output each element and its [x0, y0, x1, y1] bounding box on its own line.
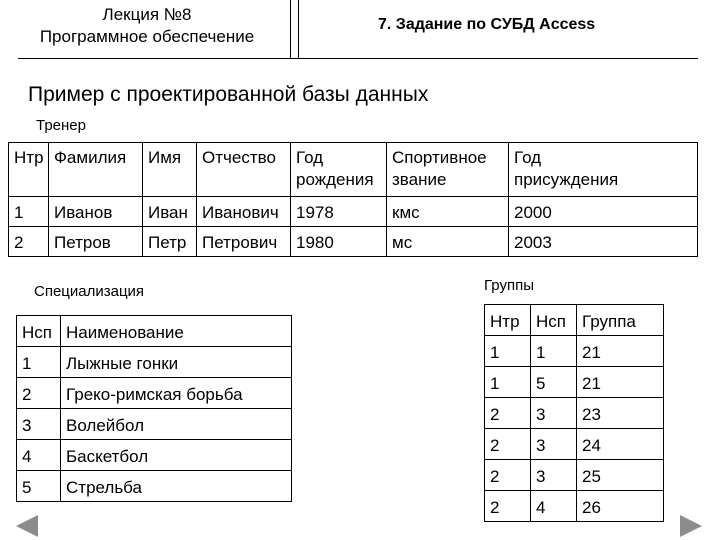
lecture-header — [18, 4, 276, 48]
table-cell: 1980 — [291, 227, 387, 257]
table-cell: Волейбол — [61, 409, 292, 440]
specialization-table-caption: Специализация — [34, 283, 145, 300]
table-cell: Баскетбол — [61, 440, 292, 471]
column-header: Нсп — [531, 305, 577, 336]
column-header: Отчество — [197, 143, 291, 197]
previous-slide-button[interactable] — [16, 515, 38, 537]
table-row — [485, 460, 664, 491]
table-cell: Греко-римская борьба — [61, 378, 292, 409]
page-title: Пример с проектированной базы данных — [28, 83, 429, 106]
table-cell: 3 — [17, 409, 61, 440]
table-row — [485, 429, 664, 460]
table-cell: Иванов — [49, 197, 143, 227]
table-header-row — [17, 316, 292, 347]
table-row — [17, 440, 292, 471]
header-divider — [290, 0, 291, 58]
table-cell: 1978 — [291, 197, 387, 227]
table-cell: Петрович — [197, 227, 291, 257]
table-cell: Петров — [49, 227, 143, 257]
table-row — [17, 409, 292, 440]
table-cell: 5 — [531, 367, 577, 398]
table-row — [9, 197, 698, 227]
groups-table-caption: Группы — [484, 277, 534, 294]
header-divider — [298, 0, 299, 58]
table-row — [17, 471, 292, 502]
table-cell: Иванович — [197, 197, 291, 227]
lecture-number: Лекция №8 — [102, 5, 192, 24]
groups-table — [484, 304, 664, 522]
table-row — [9, 227, 698, 257]
table-cell: 1 — [485, 336, 531, 367]
trainer-table — [8, 142, 698, 257]
table-cell: 4 — [531, 491, 577, 522]
table-cell: 1 — [9, 197, 49, 227]
table-cell: мс — [387, 227, 509, 257]
table-cell: Петр — [143, 227, 197, 257]
table-row — [485, 398, 664, 429]
table-header-row — [9, 143, 698, 197]
header-rule — [18, 58, 698, 59]
column-header: Наименование — [61, 316, 292, 347]
column-header: Год присуждения — [509, 143, 698, 197]
table-cell: 1 — [485, 367, 531, 398]
specialization-table — [16, 315, 292, 502]
table-cell: 2 — [485, 398, 531, 429]
table-row — [485, 367, 664, 398]
table-cell: 1 — [17, 347, 61, 378]
column-header: Группа — [577, 305, 664, 336]
column-header: Год рождения — [291, 143, 387, 197]
section-title: 7. Задание по СУБД Access — [378, 16, 596, 33]
table-cell: 3 — [531, 429, 577, 460]
table-cell: 2 — [485, 460, 531, 491]
column-header: Спортивное звание — [387, 143, 509, 197]
table-cell: 4 — [17, 440, 61, 471]
table-cell: 21 — [577, 336, 664, 367]
column-header: Имя — [143, 143, 197, 197]
table-cell: Стрельба — [61, 471, 292, 502]
column-header: Нтр — [485, 305, 531, 336]
table-cell: Лыжные гонки — [61, 347, 292, 378]
table-cell: 2 — [485, 429, 531, 460]
table-cell: 23 — [577, 398, 664, 429]
column-header: Фамилия — [49, 143, 143, 197]
column-header: Нсп — [17, 316, 61, 347]
table-cell: Иван — [143, 197, 197, 227]
table-cell: 2003 — [509, 227, 698, 257]
table-cell: 3 — [531, 460, 577, 491]
table-cell: 3 — [531, 398, 577, 429]
course-name: Программное обеспечение — [39, 27, 255, 46]
table-cell: 25 — [577, 460, 664, 491]
table-row — [17, 347, 292, 378]
table-cell: 26 — [577, 491, 664, 522]
table-cell: 5 — [17, 471, 61, 502]
table-row — [485, 491, 664, 522]
column-header: Нтр — [9, 143, 49, 197]
table-cell: 2 — [9, 227, 49, 257]
next-slide-button[interactable] — [680, 515, 702, 537]
table-row — [485, 336, 664, 367]
table-cell: 2 — [485, 491, 531, 522]
trainer-table-caption: Тренер — [36, 117, 86, 134]
table-header-row — [485, 305, 664, 336]
table-cell: 21 — [577, 367, 664, 398]
table-cell: кмс — [387, 197, 509, 227]
table-cell: 2 — [17, 378, 61, 409]
table-cell: 24 — [577, 429, 664, 460]
table-row — [17, 378, 292, 409]
table-cell: 2000 — [509, 197, 698, 227]
table-cell: 1 — [531, 336, 577, 367]
